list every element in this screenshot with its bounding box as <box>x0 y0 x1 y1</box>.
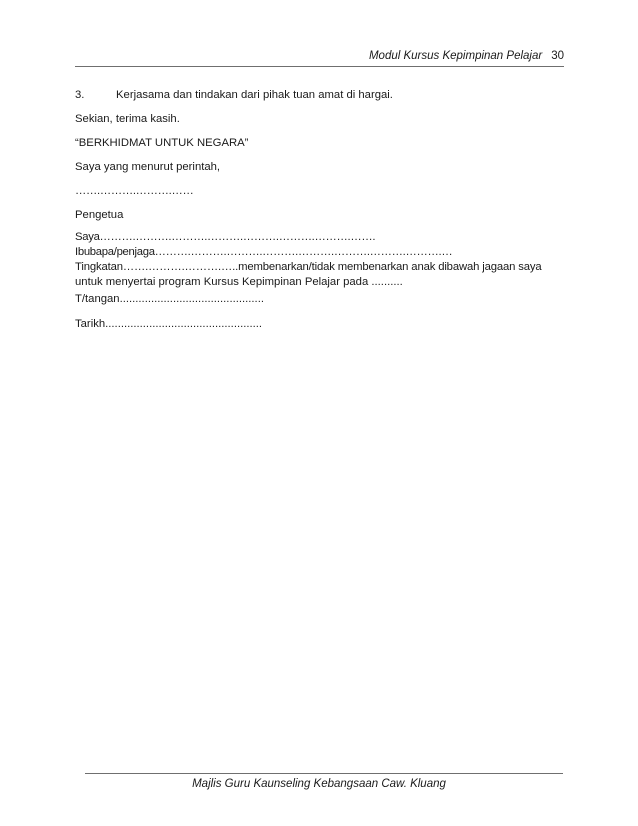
motto-text: “BERKHIDMAT UNTUK NEGARA” <box>75 137 249 149</box>
page-header <box>75 45 564 67</box>
date-field: Tarikh.................................................. <box>75 318 263 330</box>
item-number: 3. <box>75 89 85 101</box>
signature-field: T/tangan.............................................. <box>75 293 264 305</box>
header-title: Modul Kursus Kepimpinan Pelajar <box>368 50 543 62</box>
page-number: 30 <box>551 50 564 62</box>
consent-line: Tingkatan…….……….……….…..membenarkan/tidak membenarkan anak dibawah jagaan saya <box>75 261 542 273</box>
header-text <box>369 50 564 62</box>
footer-rule <box>85 773 563 774</box>
parent-line: Ibubapa/penjaga……….……….……….……….……….……….……….……….… <box>75 246 453 258</box>
saya-line: Saya……….……….……….……….……….……….……….……. <box>75 231 376 243</box>
list-item <box>75 88 393 102</box>
consent-paragraph <box>75 245 564 290</box>
consent-line-end: untuk menyertai program Kursus Kepimpinan Pelajar pada .......... <box>75 276 403 288</box>
addressee-text: Pengetua <box>75 209 124 221</box>
header-rule <box>75 66 564 67</box>
footer-text: Majlis Guru Kaunseling Kebangsaan Caw. Kluang <box>192 778 446 790</box>
signature-dots: …….……….……….…… <box>75 185 194 197</box>
salutation-text: Saya yang menurut perintah, <box>75 161 221 173</box>
item-text: Kerjasama dan tindakan dari pihak tuan amat di hargai. <box>116 89 393 101</box>
closing-text: Sekian, terima kasih. <box>75 113 180 125</box>
